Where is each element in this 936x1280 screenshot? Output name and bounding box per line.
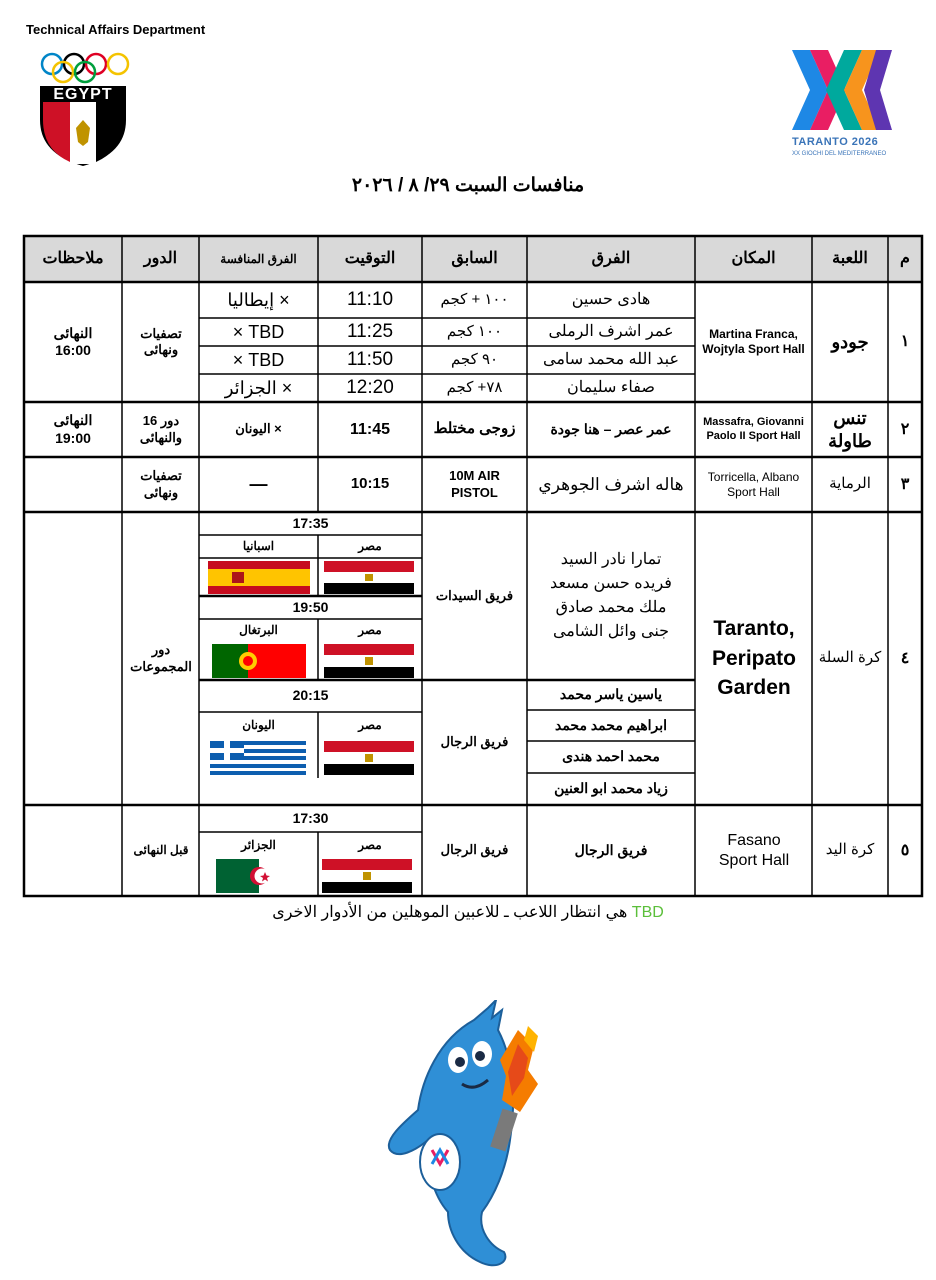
judo-sport: جودو xyxy=(831,331,869,352)
match-1-away: اسبانيا xyxy=(242,539,275,553)
basketball-round: دور المجموعات xyxy=(130,642,192,674)
judo-time-2: 11:25 xyxy=(346,321,394,343)
table-tennis-time: 11:45 xyxy=(349,420,391,438)
header-num: م xyxy=(900,250,910,267)
basketball-num: ٤ xyxy=(900,649,910,667)
table-tennis-opponent: × اليونان xyxy=(235,421,282,437)
judo-venue: Martina Franca, Wojtyla Sport Hall xyxy=(702,327,805,356)
judo-athlete-2: عمر اشرف الرملى xyxy=(548,323,674,340)
judo-notes-time: 16:00 xyxy=(55,342,91,358)
header-time: التوقيت xyxy=(344,250,396,267)
judo-time-4: 12:20 xyxy=(346,377,394,399)
men-player-3: محمد احمد هندى xyxy=(562,748,660,765)
judo-athlete-3: عبد الله محمد سامى xyxy=(542,351,680,368)
tbd-label: TBD xyxy=(631,904,664,921)
women-player-3: ملك محمد صادق xyxy=(555,599,667,616)
tbd-footnote xyxy=(0,902,936,922)
shooting-sport: الرماية xyxy=(829,475,871,493)
page-title: منافسات السبت ٢٩/ ٨ / ٢٠٢٦ xyxy=(351,175,585,196)
table-tennis-sport: تنس طاولة xyxy=(828,408,872,451)
table-tennis-round: دور 16 والنهائى xyxy=(139,413,183,445)
header-venue: المكان xyxy=(731,250,776,267)
algeria-flag xyxy=(216,859,302,893)
egypt-flag xyxy=(324,644,414,678)
basketball-women-label: فريق السيدات xyxy=(435,587,514,603)
portugal-flag xyxy=(212,644,306,678)
handball-away: الجزائر xyxy=(241,837,276,852)
women-player-4: جنى وائل الشامى xyxy=(552,623,670,640)
table-tennis-event: زوجى مختلط xyxy=(433,420,516,438)
match-2-home: مصر xyxy=(358,623,382,637)
judo-round: تصفيات ونهائى xyxy=(140,325,182,357)
table-tennis-num: ٢ xyxy=(900,420,910,438)
women-player-2: فريده حسن مسعد xyxy=(550,575,672,592)
judo-event-3: ٩٠ كجم xyxy=(450,350,499,368)
judo-time-3: 11:50 xyxy=(346,349,394,371)
egypt-flag xyxy=(324,561,414,594)
header-teams: الفرق xyxy=(591,250,631,267)
table-tennis-notes-label: النهائى xyxy=(53,412,93,428)
egypt-flag xyxy=(324,741,414,775)
shooting-event: 10M AIR PISTOL xyxy=(449,468,500,500)
games-mascot-illustration xyxy=(378,1000,558,1272)
men-player-2: ابراهيم محمد محمد xyxy=(554,716,668,733)
table-tennis-notes-time: 19:00 xyxy=(55,429,91,446)
tbd-explanation: هي انتظار اللاعب ـ للاعبين الموهلين من الأدوار الاخرى xyxy=(272,904,628,921)
handball-time: 17:30 xyxy=(292,809,329,826)
match-2-time: 19:50 xyxy=(292,598,329,615)
handball-num: ٥ xyxy=(900,841,910,859)
taranto-logo-city: TARANTO 2026 xyxy=(792,136,879,148)
handball-home: مصر xyxy=(358,837,382,852)
judo-opponent-1: × إيطاليا xyxy=(227,289,290,310)
spain-flag xyxy=(208,561,310,594)
match-3-time: 20:15 xyxy=(292,687,329,704)
judo-notes-label: النهائى xyxy=(53,324,93,341)
judo-opponent-4: × الجزائر xyxy=(224,377,293,398)
men-player-1: ياسين ياسر محمد xyxy=(559,686,663,703)
table-tennis-athletes: عمر عصر – هنا جودة xyxy=(550,420,672,437)
match-2-away: البرتغال xyxy=(239,623,278,637)
department-label: Technical Affairs Department xyxy=(26,22,206,37)
handball-sport: كرة اليد xyxy=(825,841,875,859)
basketball-sport: كرة السلة xyxy=(818,649,882,667)
judo-athlete-4: صفاء سليمان xyxy=(567,379,655,396)
shooting-athlete: هاله اشرف الجوهري xyxy=(538,474,684,494)
match-1-home: مصر xyxy=(358,539,382,553)
judo-event-2: ١٠٠ كجم xyxy=(446,322,503,340)
shooting-round: تصفيات ونهائى xyxy=(140,468,182,500)
judo-opponent-3: TBD × xyxy=(232,349,285,370)
header-sport: اللعبة xyxy=(832,250,868,267)
shooting-venue: Torricella, Albano Sport Hall xyxy=(707,469,800,499)
egypt-flag xyxy=(322,859,412,893)
men-player-4: زياد محمد ابو العنين xyxy=(554,780,668,797)
judo-num: ١ xyxy=(900,333,910,350)
handball-team: فريق الرجال xyxy=(574,841,648,858)
match-3-away: اليونان xyxy=(242,718,275,732)
table-tennis-venue: Massafra, Giovanni Paolo II Sport Hall xyxy=(703,415,804,442)
judo-event-4: ٧٨+ كجم xyxy=(446,378,503,396)
match-1-time: 17:35 xyxy=(292,514,329,531)
shooting-num: ٣ xyxy=(900,475,910,493)
header-opponents: الفرق المنافسة xyxy=(220,251,297,266)
basketball-men-label: فريق الرجال xyxy=(440,734,509,750)
greece-flag xyxy=(210,741,306,775)
judo-opponent-2: TBD × xyxy=(232,321,285,342)
handball-event: فريق الرجال xyxy=(440,842,509,858)
judo-time-1: 11:10 xyxy=(346,289,394,311)
taranto-logo-subtitle: XX GIOCHI DEL MEDITERRANEO xyxy=(792,151,887,157)
header-event: السابق xyxy=(451,250,498,267)
match-3-home: مصر xyxy=(358,718,382,732)
judo-notes xyxy=(24,282,122,402)
basketball-women-players xyxy=(527,512,695,680)
women-player-1: تمارا نادر السيد xyxy=(560,551,662,568)
egypt-logo-text: EGYPT xyxy=(53,86,113,103)
shooting-opponent: — xyxy=(249,474,268,495)
header-notes: ملاحظات xyxy=(42,250,104,267)
basketball-venue: Taranto, Peripato Garden xyxy=(711,617,797,700)
handball-round: قبل النهائى xyxy=(133,843,189,857)
table-tennis-notes xyxy=(24,402,122,457)
shooting-time: 10:15 xyxy=(350,475,390,493)
judo-athlete-1: هادى حسين xyxy=(571,291,651,308)
handball-venue: Fasano Sport Hall xyxy=(718,831,790,869)
header-round: الدور xyxy=(143,250,178,267)
judo-event-1: ١٠٠ + كجم xyxy=(440,290,509,308)
